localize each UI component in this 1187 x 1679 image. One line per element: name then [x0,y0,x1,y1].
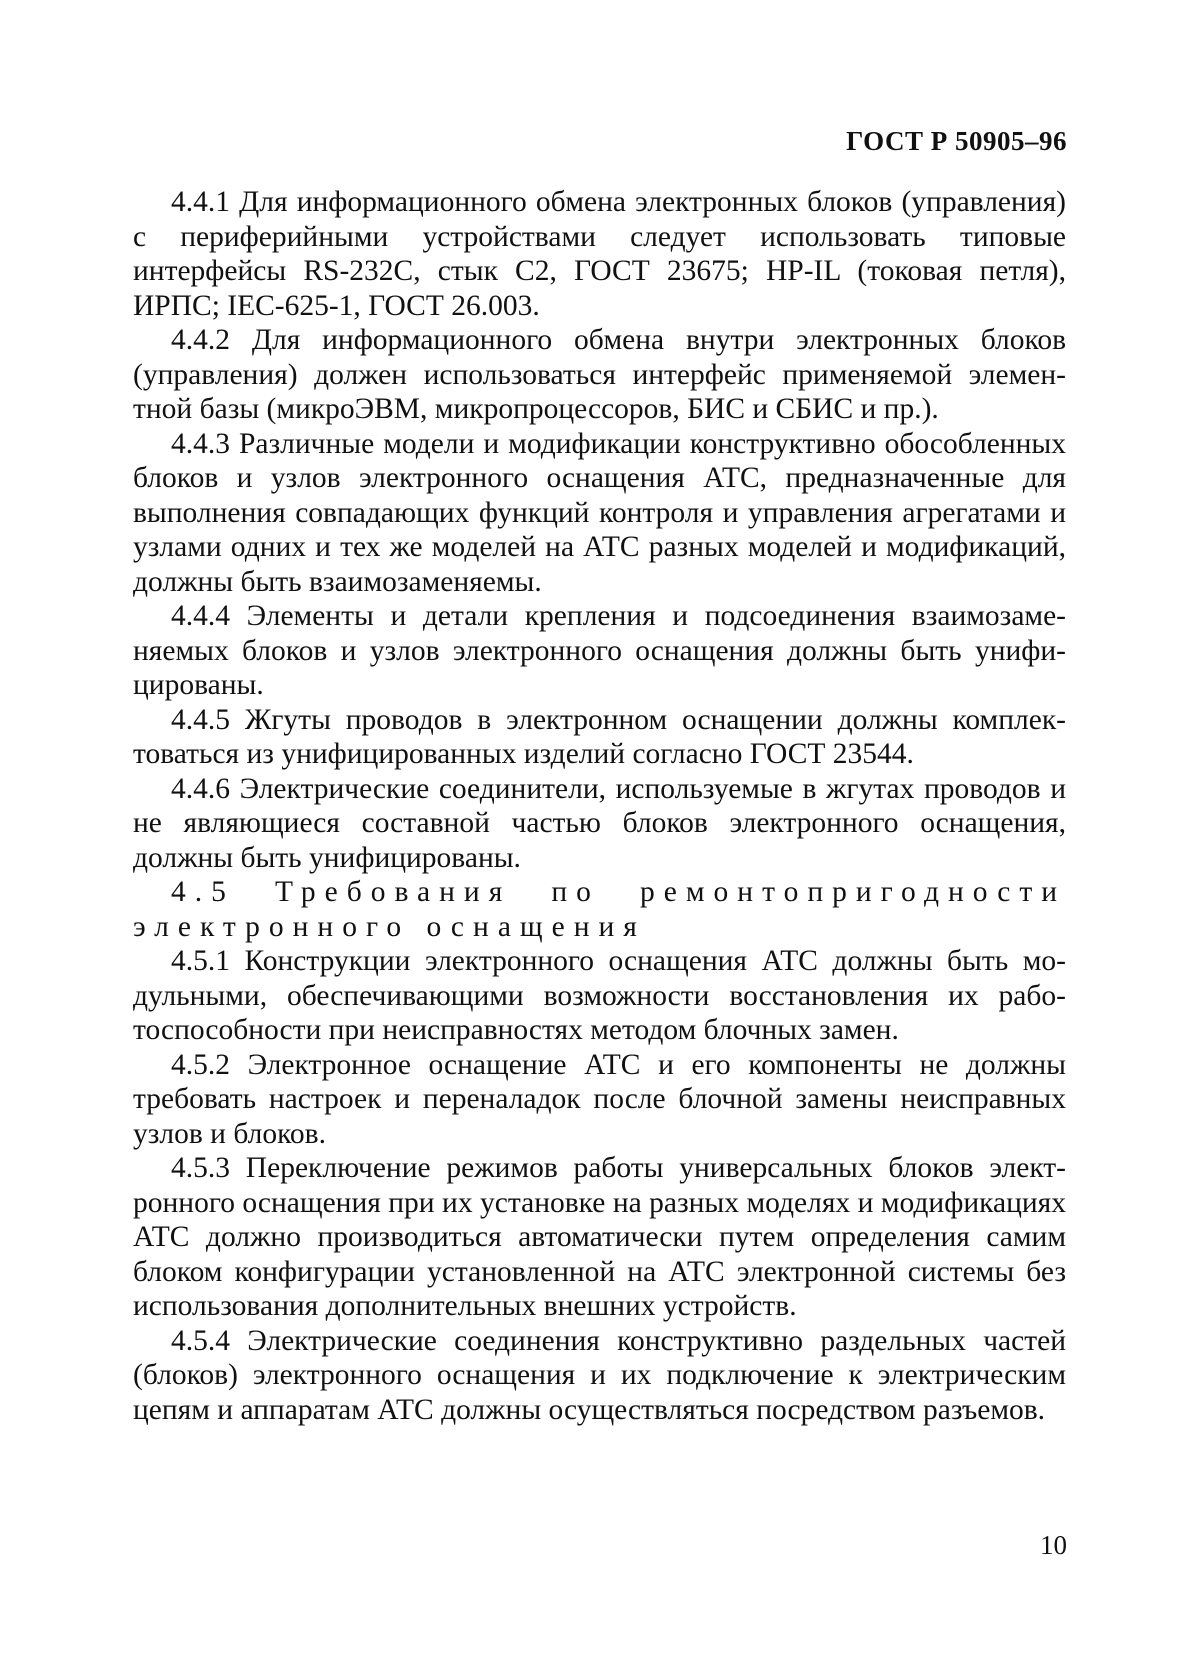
section-heading-4-5: 4.5 Требования по ремонтопригодности [171,876,1066,908]
paragraph-4-4-5: 4.4.5 Жгуты проводов в электронном оснащении должны комплектоваться из унифицированных изделий согласно ГОСТ 23544. [133,703,1066,770]
paragraph-4-4-4: 4.4.4 Элементы и детали крепления и подсоединения взаимозаменяемых блоков и узлов электронного оснащения должны быть унифицированы. [133,600,1066,701]
paragraph-4-4-1: 4.4.1 Для информационного обмена электронных блоков (управления) с периферийными устройствами следует использовать типовые интерфейсы RS-232C, стык С2, ГОСТ 23675; HP-IL (токовая петля), ИРПС; IEC-625-1, ГОСТ 26.003. [133,186,1066,322]
document-body [133,185,1066,1427]
paragraph-4-4-6: 4.4.6 Электрические соединители, используемые в жгутах проводов и не являющиеся составной частью блоков электронного оснащения, должны быть унифицированы. [133,772,1066,874]
paragraph-4-5-3: 4.5.3 Переключение режимов работы универсальных блоков электронного оснащения при их установке на разных моделях и модификациях АТС должно производиться автоматически путем определения самим блоком конфигурации установленной на АТС электронной системы без использования дополнительных внешних устройств. [133,1152,1066,1322]
page-number: 10 [1040,1530,1067,1560]
paragraph-4-4-2: 4.4.2 Для информационного обмена внутри электронных блоков (управления) должен использоваться интерфейс применяемой элементной базы (микроЭВМ, микропроцессоров, БИС и СБИС и пр.). [133,324,1066,425]
paragraph-4-5-2: 4.5.2 Электронное оснащение АТС и его компоненты не должны требовать настроек и переналадок после блочной замены неисправных узлов и блоков. [133,1048,1066,1150]
section-heading-4-5-continued: электронного оснащения [133,910,646,943]
document-header: ГОСТ Р 50905–96 [846,126,1067,156]
paragraph-4-5-1: 4.5.1 Конструкции электронного оснащения АТС должны быть модульными, обеспечивающими возможности восстановления их работоспособности при неисправностях методом блочных замен. [133,945,1066,1046]
paragraph-4-4-3: 4.4.3 Различные модели и модификации конструктивно обособленных блоков и узлов электронного оснащения АТС, предназначенные для выполнения совпадающих функций контроля и управления агрегатами и узлами одних и тех же моделей на АТС разных моделей и модификаций, должны быть взаимозаменяемы. [133,427,1066,598]
paragraph-4-5-4: 4.5.4 Электрические соединения конструктивно раздельных частей (блоков) электронного оснащения и их подключение к электрическим цепям и аппаратам АТС должны осуществляться посредством разъемов. [133,1324,1066,1426]
